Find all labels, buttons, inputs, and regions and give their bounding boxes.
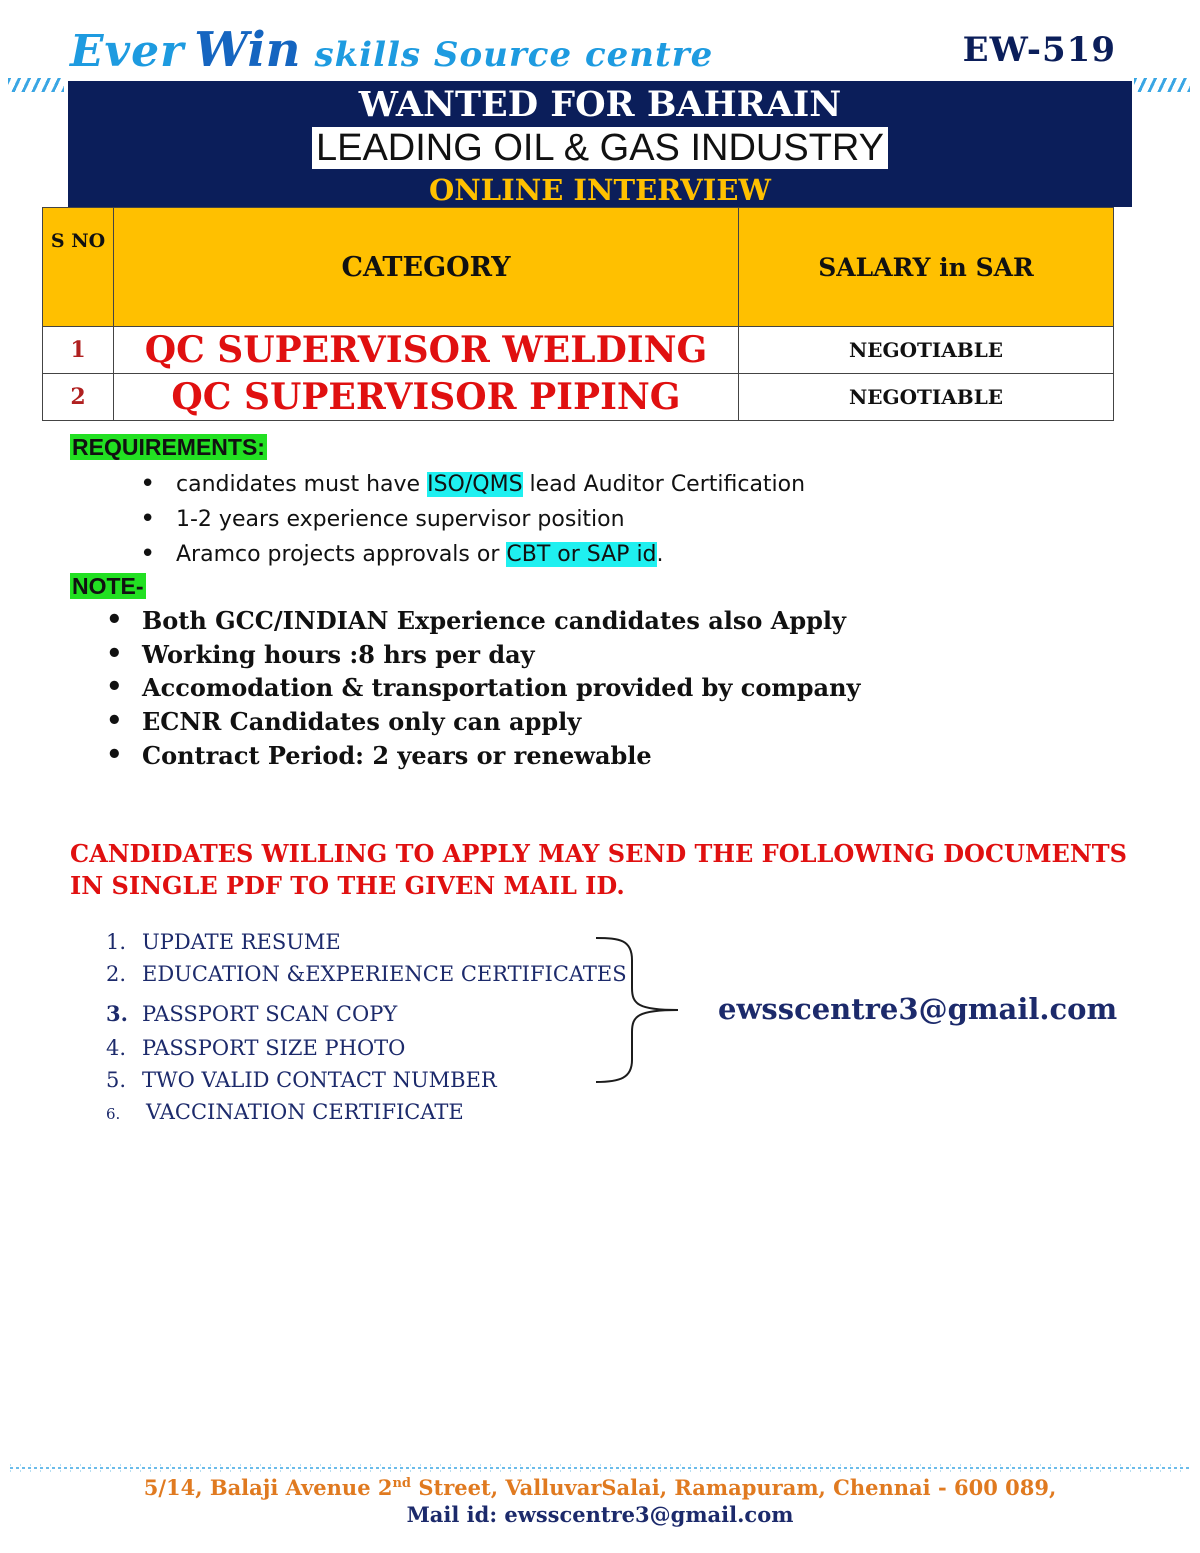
note-heading: NOTE- [72,573,144,599]
req-text: 1-2 years experience supervisor position [176,507,625,532]
document-item [106,962,627,986]
header-banner [68,81,1132,207]
table-row [43,374,1114,421]
requirements-heading-wrap [70,434,267,461]
doc-label: EDUCATION &EXPERIENCE CERTIFICATES [142,962,627,986]
job-code: EW-519 [962,30,1116,70]
row-sno: 2 [43,374,114,421]
table-row [43,327,1114,374]
header-salary: SALARY in SAR [739,208,1114,327]
decor-hatch-right [1134,78,1190,92]
document-item [106,1001,397,1026]
list-item [140,467,805,502]
req-highlight: ISO/QMS [427,472,523,497]
requirements-heading: REQUIREMENTS: [72,434,265,460]
list-item: • Working hours :8 hrs per day [106,638,860,672]
doc-number: 6. [106,1105,121,1123]
doc-label: VACCINATION CERTIFICATE [146,1100,464,1124]
brand-win: Win [194,22,301,78]
contact-email[interactable]: ewsscentre3@gmail.com [718,992,1118,1026]
row-salary: NEGOTIABLE [739,374,1114,421]
doc-label: PASSPORT SCAN COPY [142,1002,398,1026]
req-text: . [656,542,664,567]
doc-number: 3. [106,1001,128,1026]
list-item [140,537,805,572]
row-sno: 1 [43,327,114,374]
list-item: • Both GCC/INDIAN Experience candidates also Apply [106,604,860,638]
header-category: CATEGORY [114,208,739,327]
requirements-list [140,467,805,572]
list-item: • Accomodation & transportation provided by company [106,671,860,705]
footer-divider [10,1460,1190,1476]
row-salary: NEGOTIABLE [739,327,1114,374]
doc-number: 1. [106,930,127,954]
brand-logo [70,22,713,78]
doc-label: TWO VALID CONTACT NUMBER [142,1068,497,1092]
doc-number: 2. [106,962,127,986]
brand-rest: skills Source centre [314,35,714,75]
row-category: QC SUPERVISOR WELDING [114,327,739,374]
list-item: • Contract Period: 2 years or renewable [106,739,860,773]
req-highlight: CBT or SAP id [506,542,657,567]
address-sup: nd [392,1476,412,1491]
table-header-row [43,208,1114,327]
address-part: 5/14, Balaji Avenue 2 [143,1475,393,1500]
footer-address [0,1475,1200,1500]
document-item [106,1036,405,1060]
req-text: candidates must have [176,472,428,497]
apply-instructions: CANDIDATES WILLING TO APPLY MAY SEND THE FOLLOWING DOCUMENTS IN SINGLE PDF TO THE GIVEN MAIL ID. [70,839,1127,900]
req-text: Aramco projects approvals or [176,542,507,567]
doc-label: PASSPORT SIZE PHOTO [142,1036,406,1060]
footer-mail[interactable]: Mail id: ewsscentre3@gmail.com [406,1502,794,1527]
req-text: lead Auditor Certification [522,472,806,497]
banner-industry: LEADING OIL & GAS INDUSTRY [312,127,888,169]
row-category: QC SUPERVISOR PIPING [114,374,739,421]
list-item [140,502,805,537]
document-item [106,930,341,954]
header-sno: S NO [43,208,114,327]
curly-brace-icon [592,932,684,1088]
banner-title: WANTED FOR BAHRAIN [358,84,842,125]
brand-ever: Ever [70,26,185,77]
decor-hatch-left [8,78,64,92]
address-part: Street, ValluvarSalai, Ramapuram, Chennai - 600 089, [411,1475,1057,1500]
document-item [106,1100,464,1124]
note-heading-wrap [70,573,146,600]
doc-number: 4. [106,1036,127,1060]
note-list [106,604,860,772]
document-item [106,1068,497,1092]
banner-interview: ONLINE INTERVIEW [429,173,771,207]
list-item: • ECNR Candidates only can apply [106,705,860,739]
doc-number: 5. [106,1068,127,1092]
banner-industry-wrap [68,127,1132,169]
jobs-table [42,207,1114,421]
doc-label: UPDATE RESUME [142,930,341,954]
